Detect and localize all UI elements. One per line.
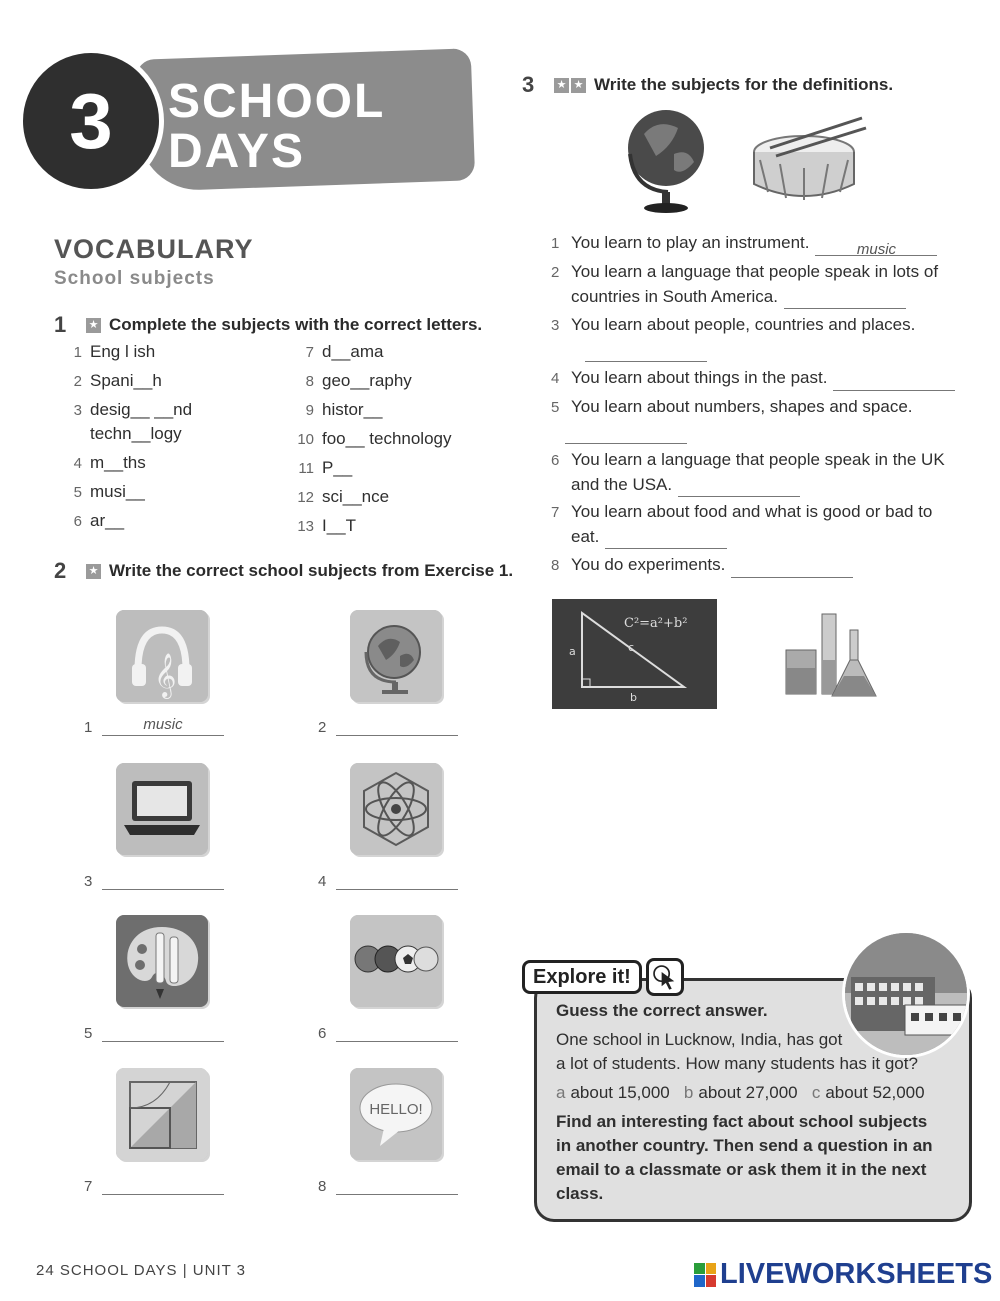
- globe-photo: [622, 104, 712, 216]
- side-c-label: c: [628, 641, 635, 654]
- logo-text: LIVEWORKSHEETS: [720, 1258, 993, 1290]
- ex1-item[interactable]: 5 musi__: [73, 482, 145, 501]
- ex1-item[interactable]: 12 sci__nce: [297, 487, 390, 506]
- star-icon: ★: [86, 564, 101, 579]
- difficulty-stars: [554, 78, 586, 93]
- formula-text: C²=a²+b²: [624, 616, 688, 631]
- svg-text:𝄞: 𝄞: [154, 653, 177, 697]
- speech-bubble-icon: [350, 1068, 442, 1160]
- unit-title-line2: DAYS: [168, 125, 305, 178]
- ex1-item[interactable]: 2 Spani__h: [73, 371, 162, 390]
- speech-bubble-text: HELLO!: [369, 1101, 423, 1118]
- answer-blank[interactable]: [784, 291, 906, 309]
- ex1-item[interactable]: 8 geo__raphy: [305, 371, 412, 390]
- palette-icon: [116, 915, 208, 1007]
- exercise-number: 2: [54, 558, 67, 583]
- ex3-item[interactable]: 3 You learn about people, countries and places.: [551, 313, 971, 362]
- ex1-item[interactable]: 4 m__ths: [73, 453, 146, 472]
- exercise-number: 1: [54, 312, 67, 337]
- ex2-answer[interactable]: 2: [318, 716, 458, 736]
- section-heading: VOCABULARY: [54, 234, 254, 264]
- ex2-answer[interactable]: 1 music: [84, 716, 224, 736]
- exercise-number: 3: [522, 72, 535, 97]
- liveworksheets-logo[interactable]: [694, 1258, 992, 1291]
- ex1-item[interactable]: 7 d__ama: [305, 342, 384, 361]
- ex2-answer[interactable]: 8: [318, 1175, 458, 1195]
- ex3-item[interactable]: 7 You learn about food and what is good or bad to eat.: [551, 500, 971, 549]
- explore-task-line1: Find an interesting fact about school subjects: [556, 1112, 928, 1131]
- explore-task-line2: in another country. Then send a question in an: [556, 1136, 933, 1155]
- ex2-answer[interactable]: 7: [84, 1175, 224, 1195]
- ex2-answer[interactable]: 3: [84, 870, 224, 890]
- difficulty-stars: [86, 318, 101, 333]
- explore-task-line3: email to a classmate or ask them it in the next: [556, 1160, 927, 1179]
- cursor-click-icon: [646, 958, 684, 996]
- answer-blank[interactable]: [565, 426, 687, 444]
- page-footer: 24 SCHOOL DAYS | UNIT 3: [36, 1262, 247, 1279]
- ex2-answer[interactable]: 6: [318, 1022, 458, 1042]
- exercise-instruction: Write the correct school subjects from Exercise 1.: [109, 561, 514, 580]
- ex3-item[interactable]: 8 You do experiments.: [551, 553, 971, 578]
- explore-question-line2: a lot of students. How many students has it got?: [556, 1054, 918, 1073]
- ex1-item[interactable]: 10 foo__ technology: [297, 429, 452, 448]
- ex2-answer[interactable]: 4: [318, 870, 458, 890]
- unit-number: 3: [18, 48, 164, 194]
- difficulty-stars: [86, 564, 101, 579]
- ex1-item[interactable]: 9 histor__: [305, 400, 383, 419]
- unit-title-line1: SCHOOL: [168, 75, 386, 128]
- star-icon: ★: [86, 318, 101, 333]
- globe-icon: [350, 610, 442, 702]
- lab-glassware-photo: [782, 610, 878, 700]
- star-icon: ★: [571, 78, 586, 93]
- explore-task-line4: class.: [556, 1184, 604, 1203]
- explore-heading: Guess the correct answer.: [556, 1001, 768, 1020]
- music-icon: [116, 610, 208, 702]
- ex3-item[interactable]: 4 You learn about things in the past.: [551, 366, 971, 391]
- ex1-item[interactable]: 1 Eng l ish: [73, 342, 156, 361]
- ex1-item[interactable]: techn__logy: [90, 424, 182, 443]
- explore-label: Explore it!: [522, 960, 642, 994]
- exercise-instruction: Write the subjects for the definitions.: [594, 75, 894, 94]
- geometry-icon: [116, 1068, 208, 1160]
- answer-blank[interactable]: [731, 560, 853, 578]
- answer-blank[interactable]: [678, 479, 800, 497]
- answer-blank[interactable]: [605, 531, 727, 549]
- exercise3-header: [522, 72, 893, 98]
- unit-header: [18, 48, 458, 198]
- ex1-item[interactable]: 13 I__T: [297, 516, 357, 535]
- atom-icon: [350, 763, 442, 855]
- explore-question-line1: One school in Lucknow, India, has got: [556, 1030, 843, 1049]
- side-b-label: b: [630, 691, 637, 704]
- ex3-item[interactable]: 1 You learn to play an instrument. music: [551, 231, 971, 256]
- laptop-icon: [116, 763, 208, 855]
- answer-blank[interactable]: [585, 344, 707, 362]
- drum-photo: [750, 112, 868, 210]
- sports-balls-icon: [350, 915, 442, 1007]
- ex3-item[interactable]: 6 You learn a language that people speak in the UK and the USA.: [551, 448, 971, 497]
- exercise2-header: [54, 558, 513, 584]
- section-subheading: School subjects: [54, 268, 215, 289]
- ex3-item[interactable]: 2 You learn a language that people speak in lots of countries in South America.: [551, 260, 971, 309]
- exercise1-header: [54, 312, 482, 338]
- ex3-item[interactable]: 5 You learn about numbers, shapes and space.: [551, 395, 971, 444]
- logo-mark-icon: [694, 1263, 716, 1287]
- answer-blank[interactable]: [833, 373, 955, 391]
- answer-blank[interactable]: music: [815, 238, 937, 256]
- exercise-instruction: Complete the subjects with the correct letters.: [109, 315, 483, 334]
- ex2-answer[interactable]: 5: [84, 1022, 224, 1042]
- ex1-item[interactable]: 11 P__: [298, 458, 353, 477]
- ex1-item[interactable]: 3 desig__ __nd: [73, 400, 193, 419]
- star-icon: ★: [554, 78, 569, 93]
- ex1-item[interactable]: 6 ar__: [73, 511, 125, 530]
- explore-options[interactable]: a about 15,000 b about 27,000 c about 52,000: [556, 1083, 925, 1102]
- chalkboard-photo: [552, 599, 717, 709]
- side-a-label: a: [569, 645, 576, 658]
